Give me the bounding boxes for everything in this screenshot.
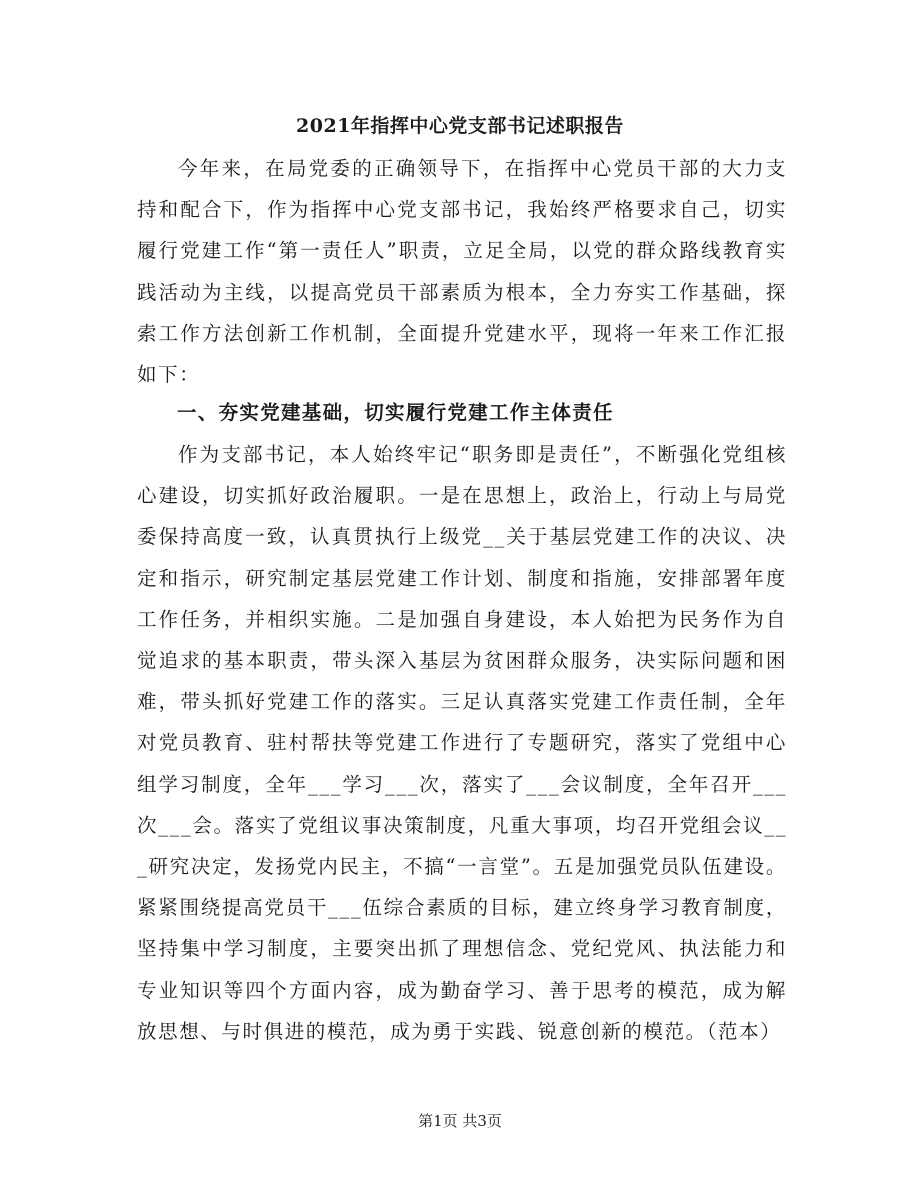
- document-title: 2021年指挥中心党支部书记述职报告: [296, 115, 624, 137]
- page-number-footer: 第1页 共3页: [418, 1112, 502, 1130]
- intro-paragraph: 今年来，在局党委的正确领导下，在指挥中心党员干部的大力支持和配合下，作为指挥中心党支部书记，我始终严格要求自己，切实履行党建工作“第一责任人”职责，立足全局，以党的群众路线教育实践活动为主线，以提高党员干部素质为根本，全力夯实工作基础，探索工作方法创新工作机制，全面提升党建水平，现将一年来工作汇报如下：: [137, 157, 787, 387]
- section-body-paragraph: 作为支部书记，本人始终牢记“职务即是责任”，不断强化党组核心建设，切实抓好政治履职。一是在思想上，政治上，行动上与局党委保持高度一致，认真贯执行上级党__关于基层党建工作的决议、决定和指示，研究制定基层党建工作计划、制度和指施，安排部署年度工作任务，并相织实施。二是加强自身建设，本人始把为民务作为自觉追求的基本职责，带头深入基层为贫困群众服务，决实际问题和困难，带头抓好党建工作的落实。三足认真落实党建工作责任制，全年对党员教育、驻村帮扶等党建工作进行了专题研究，落实了党组中心组学习制度，全年___学习___次，落实了___会议制度，全年召开___次___会。落实了党组议事决策制度，凡重大事项，均召开党组会议___研究决定，发扬党内民主，不搞“一言堂”。五是加强党员队伍建设。紧紧围绕提高党员干___伍综合素质的目标，建立终身学习教育制度，坚持集中学习制度，主要突出抓了理想信念、党纪党风、执法能力和专业知识等四个方面内容，成为勤奋学习、善于思考的模范，成为解放思想、与时俱进的模范，成为勇于实践、锐意创新的模范。（范本）: [137, 443, 787, 1043]
- section-heading: 一、夯实党建基础，切实履行党建工作主体责任: [177, 401, 614, 424]
